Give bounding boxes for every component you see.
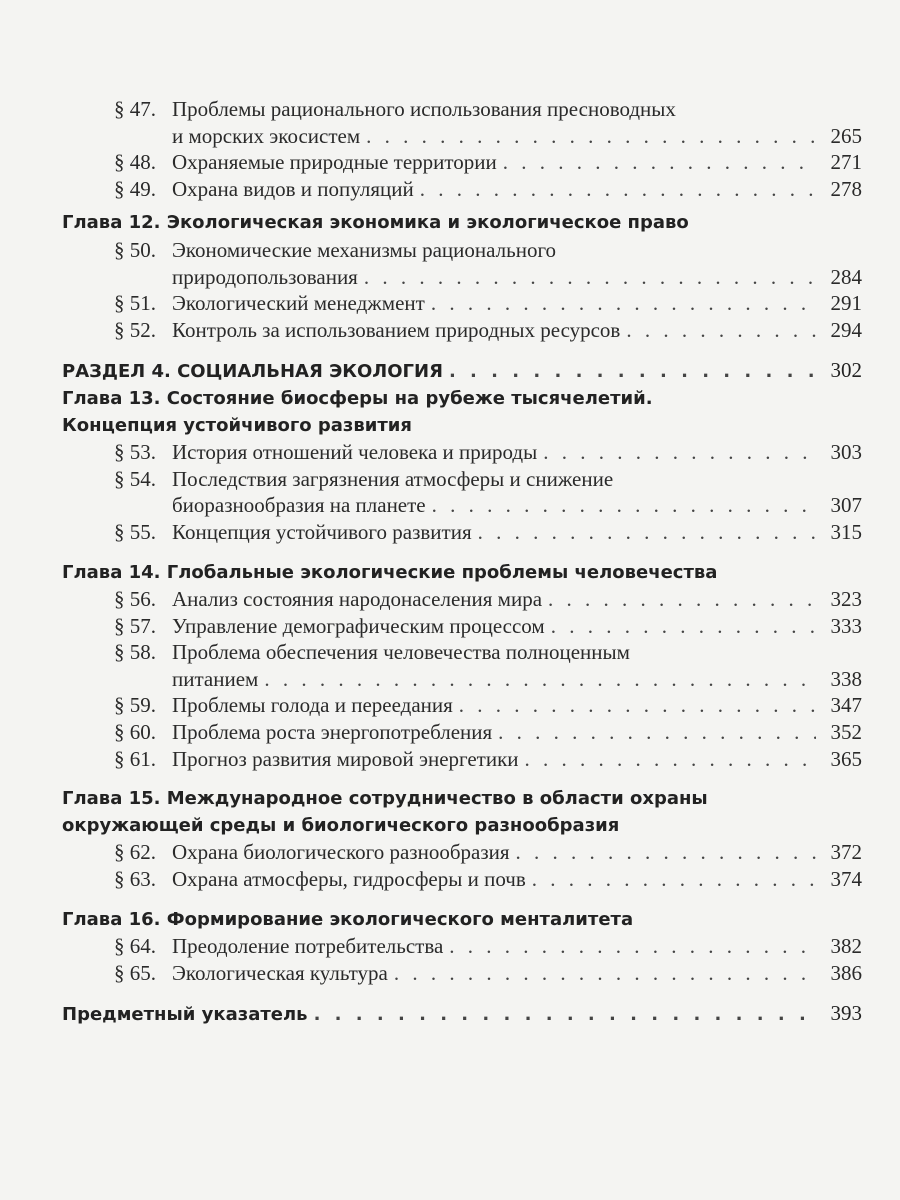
section-title: Экологический менеджмент xyxy=(172,291,425,316)
leader-dots xyxy=(449,359,816,386)
leader-dots xyxy=(366,123,816,150)
section-title: Управление демографическим процессом xyxy=(172,613,545,638)
table-of-contents xyxy=(62,96,862,1029)
leader-dots xyxy=(314,1002,816,1029)
section-title: Охрана атмосферы, гидросферы и почв xyxy=(172,867,526,892)
toc-entry-58 xyxy=(62,639,862,666)
leader-dots xyxy=(626,317,816,344)
section-title: Преодоление потребительства xyxy=(172,934,444,959)
toc-entry-54-cont xyxy=(62,492,862,519)
section-number: § 65. xyxy=(114,960,156,985)
page-number: 386 xyxy=(830,960,862,985)
section-title: Охраняемые природные территории xyxy=(172,150,497,175)
section-title: Концепция устойчивого развития xyxy=(172,519,472,544)
section-number: § 52. xyxy=(114,317,156,342)
page-number: 271 xyxy=(830,150,862,175)
leader-dots xyxy=(503,149,816,176)
toc-entry-48 xyxy=(62,149,862,176)
section-number: § 51. xyxy=(114,291,156,316)
section-number: § 62. xyxy=(114,840,156,865)
page-number: 374 xyxy=(830,867,862,892)
section-title-cont: природопользования xyxy=(172,264,358,289)
subject-index-entry xyxy=(62,1000,862,1029)
leader-dots xyxy=(478,519,816,546)
leader-dots xyxy=(548,586,816,613)
page-number: 323 xyxy=(830,587,862,612)
page-number: 393 xyxy=(830,1001,862,1026)
chapter-15-heading: Глава 15. Международное сотрудничество в области охраны xyxy=(62,788,708,810)
toc-entry-47 xyxy=(62,96,862,123)
section-title: Экономические механизмы рационального xyxy=(172,237,557,262)
section-number: § 54. xyxy=(114,466,156,491)
page-number: 278 xyxy=(830,176,862,201)
page-number: 352 xyxy=(830,720,862,745)
section-title: Проблема роста энергопотребления xyxy=(172,720,493,745)
section-number: § 55. xyxy=(114,519,156,544)
toc-entry-58-cont xyxy=(62,666,862,693)
toc-entry-65 xyxy=(62,960,862,987)
section-title: Последствия загрязнения атмосферы и снижение xyxy=(172,466,614,491)
section-number: § 47. xyxy=(114,97,156,121)
toc-entry-60 xyxy=(62,719,862,746)
page-number: 284 xyxy=(830,264,862,289)
toc-entry-53 xyxy=(62,439,862,466)
toc-entry-55 xyxy=(62,519,862,546)
section-title: Анализ состояния народонаселения мира xyxy=(172,587,543,612)
section-number: § 60. xyxy=(114,720,156,745)
leader-dots xyxy=(449,933,816,960)
toc-entry-62 xyxy=(62,839,862,866)
toc-entry-64 xyxy=(62,933,862,960)
page-number: 294 xyxy=(830,317,862,342)
section-title: Охрана биологического разнообразия xyxy=(172,840,510,865)
leader-dots xyxy=(459,692,816,719)
leader-dots xyxy=(394,960,816,987)
section-title-cont: биоразнообразия на планете xyxy=(172,493,426,518)
section-title: Проблема обеспечения человечества полноценным xyxy=(172,640,630,665)
section-title: История отношений человека и природы xyxy=(172,440,538,465)
section-number: § 64. xyxy=(114,934,156,959)
section-number: § 49. xyxy=(114,176,156,201)
leader-dots xyxy=(525,746,816,773)
toc-entry-50-cont xyxy=(62,264,862,291)
section-number: § 63. xyxy=(114,867,156,892)
toc-entry-57 xyxy=(62,613,862,640)
page-number: 307 xyxy=(830,493,862,518)
toc-entry-61 xyxy=(62,746,862,773)
toc-entry-47-cont xyxy=(62,123,862,150)
page-number: 315 xyxy=(830,519,862,544)
part-title: РАЗДЕЛ 4. СОЦИАЛЬНАЯ ЭКОЛОГИЯ xyxy=(62,361,443,383)
chapter-13-heading: Глава 13. Состояние биосферы на рубеже тысячелетий. xyxy=(62,387,653,409)
leader-dots xyxy=(516,839,816,866)
leader-dots xyxy=(498,719,816,746)
section-number: § 50. xyxy=(114,237,156,262)
page-number: 347 xyxy=(830,693,862,718)
toc-entry-56 xyxy=(62,586,862,613)
chapter-16-heading: Глава 16. Формирование экологического менталитета xyxy=(62,908,634,930)
section-number: § 56. xyxy=(114,587,156,612)
chapter-15-heading-cont: окружающей среды и биологического разнообразия xyxy=(62,814,620,836)
toc-entry-59 xyxy=(62,692,862,719)
page-number: 265 xyxy=(830,123,862,148)
section-title: Проблемы рационального использования пресноводных xyxy=(172,97,676,121)
leader-dots xyxy=(532,866,816,893)
section-number: § 57. xyxy=(114,613,156,638)
leader-dots xyxy=(420,176,816,203)
section-number: § 58. xyxy=(114,640,156,665)
chapter-12-heading: Глава 12. Экологическая экономика и экологическое право xyxy=(62,212,689,234)
part-4-heading xyxy=(62,357,862,386)
page-number: 333 xyxy=(830,613,862,638)
toc-entry-52 xyxy=(62,317,862,344)
page-number: 365 xyxy=(830,746,862,771)
page-number: 303 xyxy=(830,440,862,465)
leader-dots xyxy=(431,290,816,317)
chapter-14-heading: Глава 14. Глобальные экологические проблемы человечества xyxy=(62,561,718,583)
section-number: § 59. xyxy=(114,693,156,718)
toc-entry-54 xyxy=(62,466,862,493)
toc-entry-50 xyxy=(62,237,862,264)
chapter-13-heading-cont: Концепция устойчивого развития xyxy=(62,414,412,436)
toc-entry-51 xyxy=(62,290,862,317)
section-number: § 48. xyxy=(114,150,156,175)
page-number: 338 xyxy=(830,666,862,691)
section-number: § 61. xyxy=(114,746,156,771)
toc-entry-49 xyxy=(62,176,862,203)
page-number: 372 xyxy=(830,840,862,865)
page-number: 382 xyxy=(830,934,862,959)
leader-dots xyxy=(551,613,816,640)
page-number: 302 xyxy=(830,358,862,383)
section-title: Экологическая культура xyxy=(172,960,388,985)
section-title: Прогноз развития мировой энергетики xyxy=(172,746,519,771)
leader-dots xyxy=(543,439,816,466)
leader-dots xyxy=(264,666,816,693)
section-title-cont: и морских экосистем xyxy=(172,123,361,148)
toc-entry-63 xyxy=(62,866,862,893)
section-title: Охрана видов и популяций xyxy=(172,176,414,201)
leader-dots xyxy=(364,264,816,291)
index-title: Предметный указатель xyxy=(62,1004,308,1026)
page-number: 291 xyxy=(830,291,862,316)
leader-dots xyxy=(432,492,816,519)
section-title-cont: питанием xyxy=(172,666,259,691)
section-number: § 53. xyxy=(114,440,156,465)
section-title: Контроль за использованием природных ресурсов xyxy=(172,317,621,342)
section-title: Проблемы голода и переедания xyxy=(172,693,453,718)
